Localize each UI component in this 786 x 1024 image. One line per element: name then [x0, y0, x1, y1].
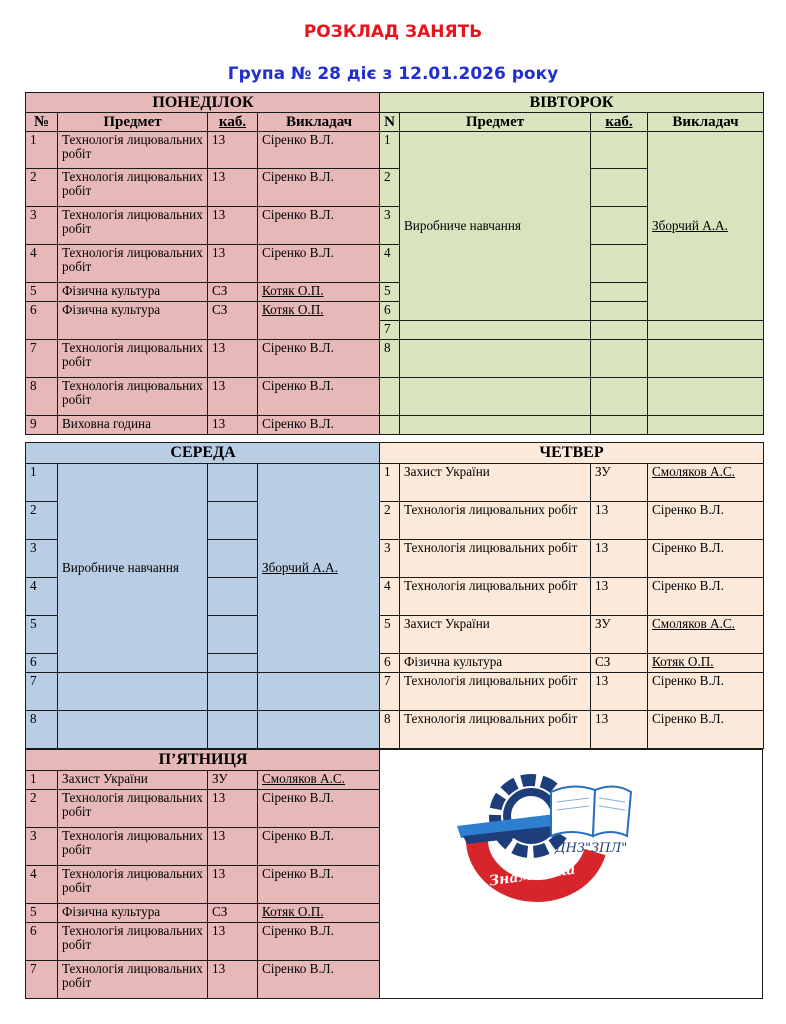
lesson-number: 5: [380, 283, 400, 302]
subject-cell: Фізична культура: [58, 904, 208, 923]
subject-cell: Технологія лицювальних робіт: [58, 207, 208, 245]
teacher-cell: Сіренко В.Л.: [258, 790, 381, 828]
room-cell: 13: [591, 711, 648, 749]
col-header-teacher: Викладач: [258, 113, 381, 132]
teacher-cell: Котяк О.П.: [258, 283, 381, 302]
table-row: [380, 416, 764, 435]
logo-text-top: ДНЗ"ЗПЛ": [555, 841, 628, 856]
table-row: [26, 904, 381, 923]
day-header-tuesday: ВІВТОРОК: [380, 93, 764, 113]
subject-cell: Технологія лицювальних робіт: [58, 169, 208, 207]
col-header-teacher: Викладач: [648, 113, 764, 132]
subject-cell: Технологія лицювальних робіт: [58, 923, 208, 961]
lesson-number: 2: [26, 502, 58, 540]
room-cell: 13: [208, 923, 258, 961]
room-cell: 13: [591, 578, 648, 616]
room-cell: 13: [208, 378, 258, 416]
teacher-cell: Смоляков А.С.: [648, 616, 764, 654]
table-row: [26, 416, 381, 435]
subject-cell: Технологія лицювальних робіт: [58, 866, 208, 904]
lesson-number: 8: [380, 340, 400, 378]
teacher-cell: Сіренко В.Л.: [258, 828, 381, 866]
lesson-number: 3: [380, 207, 400, 245]
table-row: [26, 207, 381, 245]
subject-cell: Виробниче навчання: [400, 132, 591, 321]
lesson-number: 8: [380, 711, 400, 749]
table-row: [26, 673, 381, 711]
day-header-wednesday: СЕРЕДА: [26, 443, 381, 464]
room-cell: 13: [591, 673, 648, 711]
teacher-cell: [648, 340, 764, 378]
subject-cell: Захист України: [58, 771, 208, 790]
subject-cell: Технологія лицювальних робіт: [58, 961, 208, 999]
teacher-cell: Смоляков А.С.: [258, 771, 381, 790]
room-cell: [208, 540, 258, 578]
lesson-number: 1: [380, 132, 400, 169]
table-row: [26, 790, 381, 828]
table-row: [380, 540, 764, 578]
lesson-number: 6: [380, 302, 400, 321]
teacher-cell: Котяк О.П.: [648, 654, 764, 673]
room-cell: 13: [208, 790, 258, 828]
room-cell: СЗ: [208, 283, 258, 302]
col-header-subject: Предмет: [58, 113, 208, 132]
room-cell: 13: [208, 169, 258, 207]
table-row: [26, 169, 381, 207]
school-logo: [455, 764, 635, 904]
teacher-cell: Котяк О.П.: [258, 904, 381, 923]
table-row: [26, 961, 381, 999]
room-cell: 13: [208, 828, 258, 866]
lesson-number: 7: [26, 673, 58, 711]
teacher-cell: Сіренко В.Л.: [648, 673, 764, 711]
logo-area: [379, 749, 763, 999]
room-cell: ЗУ: [591, 616, 648, 654]
teacher-cell: Зборчий А.А.: [648, 132, 764, 321]
subject-cell: Технологія лицювальних робіт: [400, 540, 591, 578]
teacher-cell: Сіренко В.Л.: [258, 245, 381, 283]
col-header-num: N: [380, 113, 400, 132]
subject-cell: Технологія лицювальних робіт: [58, 828, 208, 866]
table-row: [26, 866, 381, 904]
subject-cell: Технологія лицювальних робіт: [58, 245, 208, 283]
room-cell: [208, 654, 258, 673]
lesson-number: 5: [26, 904, 58, 923]
page-subtitle: Група № 28 діє з 12.01.2026 року: [227, 64, 559, 84]
lesson-number: 3: [26, 540, 58, 578]
room-cell: [208, 464, 258, 502]
lesson-number: 3: [380, 540, 400, 578]
lesson-number: 6: [26, 654, 58, 673]
subject-cell: Фізична культура: [400, 654, 591, 673]
room-cell: [591, 283, 648, 302]
table-row: [380, 340, 764, 378]
lesson-number: 2: [26, 790, 58, 828]
teacher-cell: Зборчий А.А.: [258, 464, 381, 673]
room-cell: 13: [591, 540, 648, 578]
subject-cell: Технологія лицювальних робіт: [58, 378, 208, 416]
room-cell: [208, 711, 258, 749]
room-cell: 13: [208, 340, 258, 378]
subject-cell: [400, 340, 591, 378]
lesson-number: 5: [380, 616, 400, 654]
table-row: [380, 711, 764, 749]
friday-table: [25, 749, 381, 999]
teacher-cell: [648, 321, 764, 340]
lesson-number: 3: [26, 828, 58, 866]
col-header-room: каб.: [208, 113, 258, 132]
lesson-number: 7: [380, 673, 400, 711]
lesson-number: 4: [26, 866, 58, 904]
logo-text-bottom: Знам'янка: [488, 861, 577, 890]
table-row: [26, 245, 381, 283]
table-row: [26, 464, 381, 502]
lesson-number: 1: [26, 771, 58, 790]
subject-cell: Технологія лицювальних робіт: [58, 790, 208, 828]
wednesday-table: [25, 442, 381, 749]
table-row: [380, 578, 764, 616]
subject-cell: [400, 321, 591, 340]
day-header-monday: ПОНЕДІЛОК: [26, 93, 381, 113]
book-icon: [551, 786, 631, 836]
table-row: [26, 340, 381, 378]
table-row: [380, 321, 764, 340]
col-header-room: каб.: [591, 113, 648, 132]
room-cell: ЗУ: [591, 464, 648, 502]
room-cell: [591, 245, 648, 283]
teacher-cell: Сіренко В.Л.: [648, 502, 764, 540]
lesson-number: 2: [380, 502, 400, 540]
lesson-number: 4: [26, 578, 58, 616]
room-cell: ЗУ: [208, 771, 258, 790]
subject-cell: Захист України: [400, 464, 591, 502]
lesson-number: 7: [380, 321, 400, 340]
monday-table: [25, 92, 381, 435]
teacher-cell: [258, 711, 381, 749]
col-header-num: №: [26, 113, 58, 132]
table-row: [26, 302, 381, 340]
subject-cell: Виробниче навчання: [58, 464, 208, 673]
room-cell: [591, 321, 648, 340]
table-row: [26, 378, 381, 416]
lesson-number: 4: [26, 245, 58, 283]
lesson-number: 1: [26, 132, 58, 169]
col-header-subject: Предмет: [400, 113, 591, 132]
subject-cell: Технологія лицювальних робіт: [400, 502, 591, 540]
teacher-cell: Сіренко В.Л.: [648, 578, 764, 616]
table-row: [26, 828, 381, 866]
subject-cell: Технологія лицювальних робіт: [58, 132, 208, 169]
lesson-number: 6: [380, 654, 400, 673]
lesson-number: 9: [26, 416, 58, 435]
table-row: [380, 378, 764, 416]
room-cell: [208, 578, 258, 616]
lesson-number: 4: [380, 578, 400, 616]
room-cell: 13: [208, 207, 258, 245]
teacher-cell: Сіренко В.Л.: [258, 340, 381, 378]
room-cell: 13: [208, 132, 258, 169]
teacher-cell: Сіренко В.Л.: [258, 378, 381, 416]
table-row: [26, 771, 381, 790]
table-row: [380, 502, 764, 540]
room-cell: [208, 502, 258, 540]
day-header-thursday: ЧЕТВЕР: [380, 443, 764, 464]
teacher-cell: Сіренко В.Л.: [258, 923, 381, 961]
table-row: [26, 923, 381, 961]
subject-cell: Фізична культура: [58, 302, 208, 340]
subject-cell: Технологія лицювальних робіт: [400, 673, 591, 711]
room-cell: 13: [208, 866, 258, 904]
teacher-cell: Смоляков А.С.: [648, 464, 764, 502]
subject-cell: Технологія лицювальних робіт: [58, 340, 208, 378]
subject-cell: Технологія лицювальних робіт: [400, 578, 591, 616]
table-row: [380, 464, 764, 502]
room-cell: 13: [591, 502, 648, 540]
table-row: [26, 283, 381, 302]
lesson-number: 4: [380, 245, 400, 283]
room-cell: СЗ: [208, 904, 258, 923]
room-cell: 13: [208, 961, 258, 999]
table-row: [380, 654, 764, 673]
room-cell: [591, 207, 648, 245]
teacher-cell: Сіренко В.Л.: [648, 540, 764, 578]
page-title: РОЗКЛАД ЗАНЯТЬ: [303, 22, 483, 42]
teacher-cell: Сіренко В.Л.: [258, 132, 381, 169]
table-row: [26, 711, 381, 749]
room-cell: [591, 132, 648, 169]
table-row: [380, 132, 764, 169]
teacher-cell: Сіренко В.Л.: [648, 711, 764, 749]
room-cell: [591, 169, 648, 207]
lesson-number: 1: [26, 464, 58, 502]
teacher-cell: Сіренко В.Л.: [258, 416, 381, 435]
room-cell: 13: [208, 416, 258, 435]
table-row: [26, 132, 381, 169]
room-cell: [591, 302, 648, 321]
lesson-number: 2: [380, 169, 400, 207]
lesson-number: 8: [26, 711, 58, 749]
subject-cell: Технологія лицювальних робіт: [400, 711, 591, 749]
lesson-number: 2: [26, 169, 58, 207]
room-cell: СЗ: [208, 302, 258, 340]
subject-cell: Захист України: [400, 616, 591, 654]
teacher-cell: [258, 673, 381, 711]
teacher-cell: Котяк О.П.: [258, 302, 381, 340]
room-cell: [208, 673, 258, 711]
thursday-table: [379, 442, 764, 749]
lesson-number: 8: [26, 378, 58, 416]
lesson-number: 7: [26, 340, 58, 378]
subject-cell: Виховна година: [58, 416, 208, 435]
lesson-number: 7: [26, 961, 58, 999]
room-cell: 13: [208, 245, 258, 283]
lesson-number: 5: [26, 283, 58, 302]
room-cell: [208, 616, 258, 654]
table-row: [380, 673, 764, 711]
teacher-cell: Сіренко В.Л.: [258, 866, 381, 904]
teacher-cell: Сіренко В.Л.: [258, 169, 381, 207]
teacher-cell: Сіренко В.Л.: [258, 961, 381, 999]
subject-cell: [58, 711, 208, 749]
room-cell: СЗ: [591, 654, 648, 673]
lesson-number: 6: [26, 302, 58, 340]
day-header-friday: П’ЯТНИЦЯ: [26, 750, 381, 771]
lesson-number: 3: [26, 207, 58, 245]
lesson-number: 6: [26, 923, 58, 961]
lesson-number: 1: [380, 464, 400, 502]
tuesday-table: [379, 92, 764, 435]
table-row: [380, 616, 764, 654]
room-cell: [591, 340, 648, 378]
subject-cell: Фізична культура: [58, 283, 208, 302]
lesson-number: 5: [26, 616, 58, 654]
teacher-cell: Сіренко В.Л.: [258, 207, 381, 245]
subject-cell: [58, 673, 208, 711]
